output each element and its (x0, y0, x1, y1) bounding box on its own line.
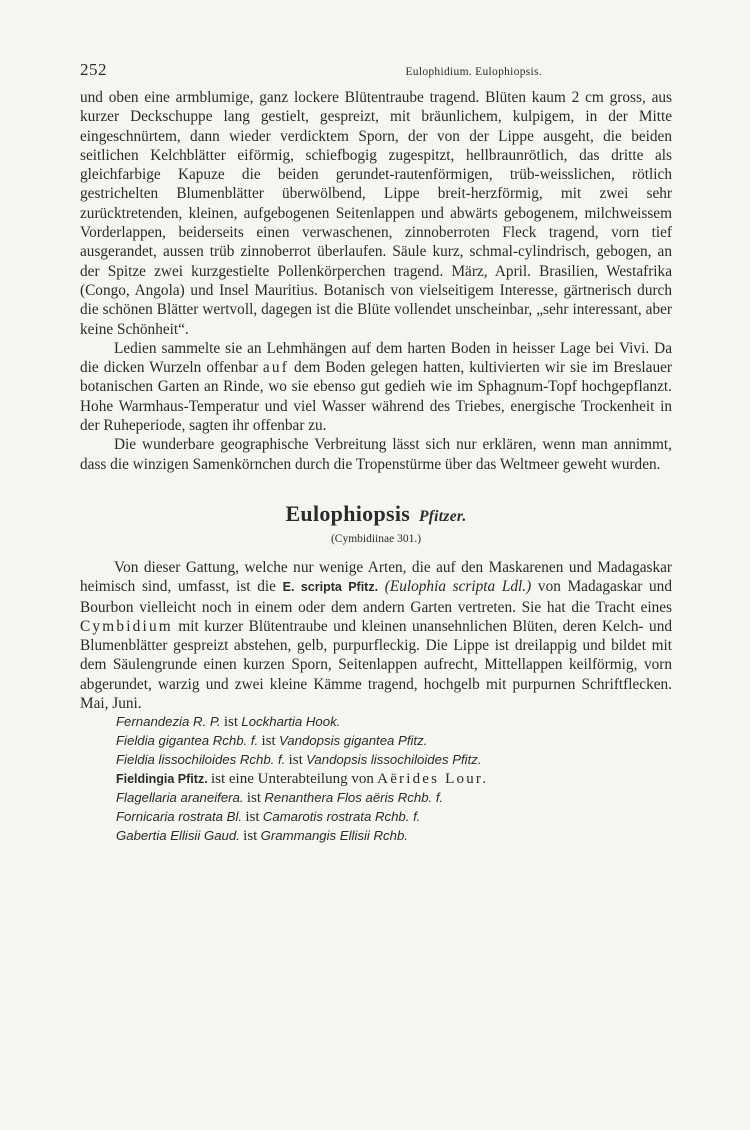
ref-target: Lockhartia Hook. (241, 714, 341, 730)
page-number: 252 (80, 60, 107, 79)
ref-name: Fieldingia Pfitz. (116, 772, 208, 787)
ref-target: Camarotis rostrata Rchb. f. (262, 808, 421, 824)
spaced-genus: Cymbidium (80, 617, 173, 635)
text-run: dem Boden gelegen hatten, kultivierten wir sie im Breslauer botanischen Garten an Rinde, wo sie ebenso gut gedieh wie im Sphagnum-Topf hochgepflanzt. Hohe Warmhaus-Temperatur und viel Wasser während des Triebes, energische Trockenheit in der Ruheperiode, sagten ihr offenbar zu. (80, 359, 672, 435)
running-head (80, 60, 672, 88)
paragraph-continuation: und oben eine armblumige, ganz lockere Blütentraube tragend. Blüten kaum 2 cm gross, aus kurzer Deckschuppe lang gestielt, gespreizt, mit bräunlichem, kulpigem, in der Mitte eingeschnürtem, dann wieder verdicktem Sporn, der von der Lippe ausgeht, die beiden seitlichen Kelchblätter eiförmig, schiefbogig zugespitzt, hellbraunrötlich, das dritte als gleichfarbige Kapuze die beiden gerundet-rautenförmigen, trüb-weisslichen, rötlich gestrichelten Blumenblätter überwölbend, Lippe breit-herzförmig, mit zwei sehr zurücktretenden, kleinen, aufgebogenen Seitenlappen und abwärts gebogenem, milchweissem Vorderlappen, beiderseits einen verwaschenen, zinnoberroten Fleck tragend, vorn tief ausgerandet, aussen trüb zinnoberrot überlaufen. Säule kurz, schmal-cylindrisch, gebogen, an der Spitze zwei kurzgestielte Pollenkörperchen tragend. März, April. Brasilien, Westafrika (Congo, Angola) und Insel Mauritius. Botanisch von vielseitigem Interesse, gärtnerisch durch die schönen Blätter wertvoll, dagegen ist die Blüte vollendet unscheinbar, „sehr interessant, aber keine Schönheit“. (80, 89, 672, 338)
paragraph-cultivation (80, 339, 672, 435)
cross-reference (116, 808, 672, 827)
genus-title: Eulophiopsis (285, 500, 411, 526)
ref-connector: ist (223, 714, 239, 731)
text-run: von Madagaskar und Bourbon vielleicht noch in einem oder dem andern Garten vertreten. Sie hat die Tracht eines (80, 578, 672, 616)
ref-name: Fieldia gigantea Rchb. f. (116, 733, 259, 749)
cross-reference (116, 789, 672, 808)
ref-name: Fornicaria rostrata Bl. (116, 808, 243, 824)
genus-author: Pfitzer. (418, 507, 467, 525)
cross-reference (116, 751, 672, 770)
ref-connector: ist eine Unterabteilung von (210, 771, 374, 788)
text-run: mit kurzer Blütentraube und kleinen unansehnlichen Blüten, deren Kelch- und Blumenblätter gespreizt abstehen, gelb, purpurfleckig. Die Lippe ist dreilappig und bildet mit dem Säulengrunde einen kurzen Sporn, Seitenlappen aufrecht, Mittellappen keilförmig, vorn abgerundet, warzig und zwei kleine Kämme tragend, hochgelb mit purpurnen Schriftflecken. Mai, Juni. (80, 617, 672, 713)
ref-target: Grammangis Ellisii Rchb. (260, 827, 408, 843)
section-heading (80, 500, 672, 531)
ref-connector: ist (261, 733, 276, 750)
paragraph-distribution: Die wunderbare geographische Verbreitung lässt sich nur erklären, wenn man annimmt, dass die winzigen Samenkörnchen durch die Tropenstürme über das Weltmeer geweht wurden. (80, 436, 672, 473)
cross-reference (116, 732, 672, 751)
ref-name: Flagellaria araneifera. (116, 789, 244, 805)
ref-name: Fieldia lissochiloides Rchb. f. (116, 752, 286, 768)
ref-target: Aërides Lour. (377, 771, 489, 788)
ref-connector: ist (243, 827, 258, 844)
ref-name: Gabertia Ellisii Gaud. (116, 827, 240, 843)
ref-name: Fernandezia R. P. (116, 714, 221, 730)
paragraph-genus-description (80, 558, 672, 713)
spaced-emphasis: auf (262, 359, 290, 377)
cross-reference (116, 713, 672, 732)
text-run: Von dieser Gattung, welche nur wenige Arten, die auf den Maskarenen und Madagaskar heimisch sind, umfasst, ist die (80, 558, 672, 596)
running-title: Eulophidium. Eulophiopsis. (405, 66, 542, 78)
synonym: (Eulophia scripta Ldl.) (384, 578, 532, 596)
cross-reference (116, 770, 672, 789)
book-page (80, 60, 672, 846)
species-name: E. scripta Pfitz. (282, 580, 379, 595)
text-run: Ledien sammelte sie an Lehmhängen auf dem harten Boden in heisser Lage bei Vivi. Da die dicken Wurzeln offenbar (80, 339, 672, 377)
ref-target: Renanthera Flos aëris Rchb. f. (264, 789, 444, 805)
ref-connector: ist (245, 808, 260, 825)
ref-target: Vandopsis lissochiloides Pfitz. (306, 752, 482, 768)
ref-target: Vandopsis gigantea Pfitz. (279, 733, 428, 749)
ref-connector: ist (246, 789, 262, 806)
ref-connector: ist (288, 752, 303, 769)
cross-reference (116, 827, 672, 846)
cross-reference-list (80, 713, 672, 845)
section-subtitle: (Cymbidiinae 301.) (330, 532, 422, 545)
